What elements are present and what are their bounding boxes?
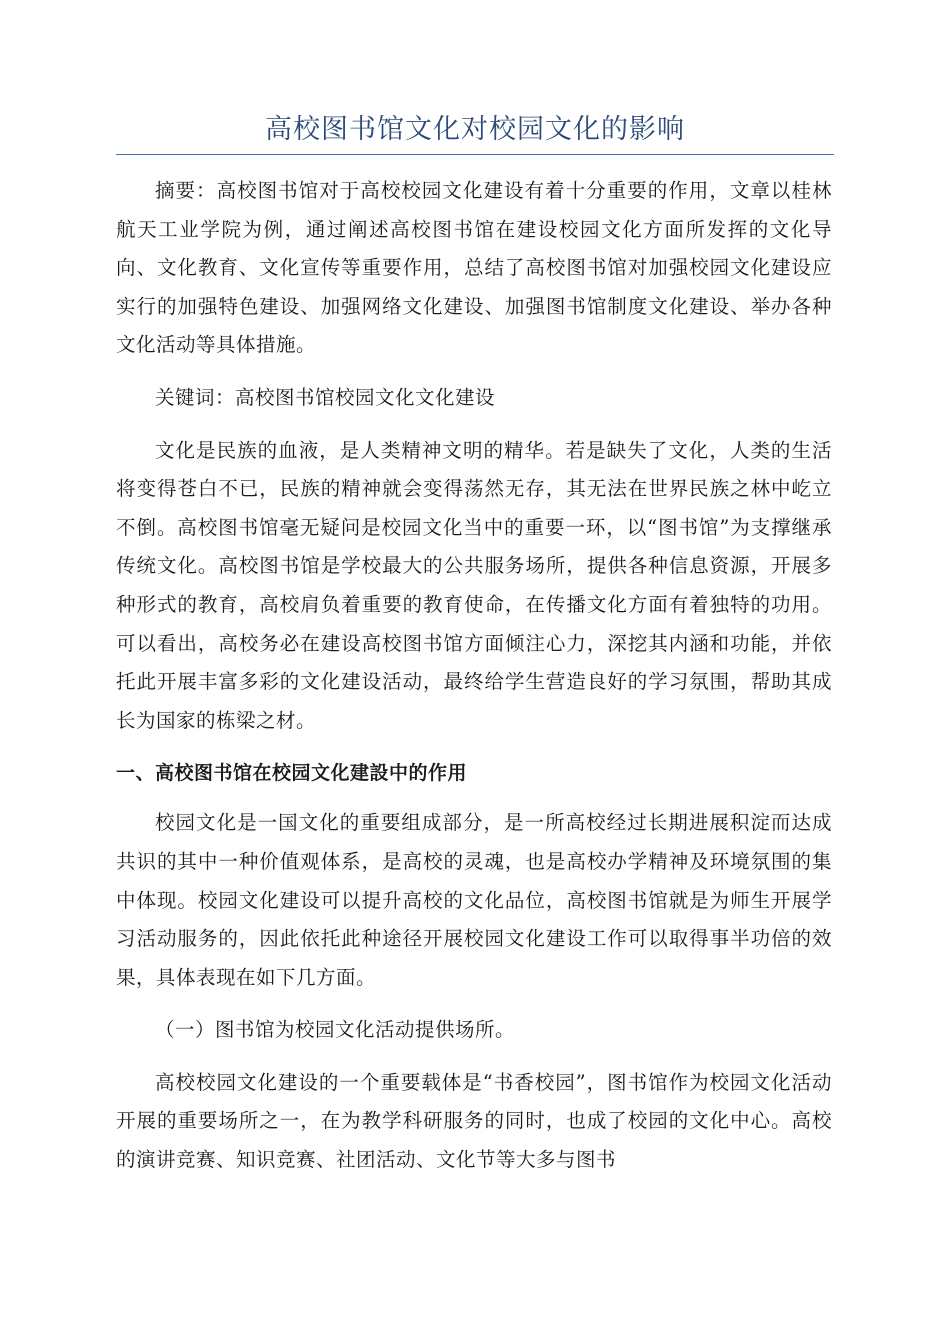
document-body bbox=[116, 172, 832, 1194]
title-underline bbox=[116, 154, 834, 155]
intro-paragraph: 文化是民族的血液，是人类精神文明的精华。若是缺失了文化，人类的生活将变得苍白不已，民族的精神就会变得荡然无存，其无法在世界民族之林中屹立不倒。高校图书馆毫无疑问是校园文化当中的重要一环，以“图书馆”为支撑继承传统文化。高校图书馆是学校最大的公共服务场所，提供各种信息资源，开展多种形式的教育，高校肩负着重要的教育使命，在传播文化方面有着独特的功用。可以看出，高校务必在建设高校图书馆方面倾注心力，深挖其内涵和功能，并依托此开展丰富多彩的文化建设活动，最终给学生营造良好的学习氛围，帮助其成长为国家的栋梁之材。 bbox=[116, 438, 832, 732]
subsection-heading-1: （一）图书馆为校园文化活动提供场所。 bbox=[155, 1018, 516, 1042]
subsection-1-paragraph: 高校校园文化建设的一个重要载体是“书香校园”，图书馆作为校园文化活动开展的重要场所之一，在为教学科研服务的同时，也成了校园的文化中心。高校的演讲竞赛、知识竞赛、社团活动、文化节等大多与图书 bbox=[116, 1070, 832, 1172]
keywords-paragraph: 关键词：高校图书馆校园文化文化建设 bbox=[155, 385, 496, 409]
document-title: 高校图书馆文化对校园文化的影响 bbox=[265, 114, 685, 145]
section-heading-1: 一、高校图书馆在校园文化建設中的作用 bbox=[116, 762, 468, 785]
section-1-paragraph: 校园文化是一国文化的重要组成部分，是一所高校经过长期进展积淀而达成共识的其中一种价值观体系，是高校的灵魂，也是高校办学精神及环境氛围的集中体现。校园文化建设可以提升高校的文化品位，高校图书馆就是为师生开展学习活动服务的，因此依托此种途径开展校园文化建设工作可以取得事半功倍的效果，具体表现在如下几方面。 bbox=[116, 811, 832, 989]
abstract-paragraph: 摘要：高校图书馆对于高校校园文化建设有着十分重要的作用，文章以桂林航天工业学院为例，通过阐述高校图书馆在建设校园文化方面所发挥的文化导向、文化教育、文化宣传等重要作用，总结了高校图书馆对加强校园文化建设应实行的加强特色建设、加强网络文化建设、加强图书馆制度文化建设、举办各种文化活动等具体措施。 bbox=[116, 179, 832, 357]
